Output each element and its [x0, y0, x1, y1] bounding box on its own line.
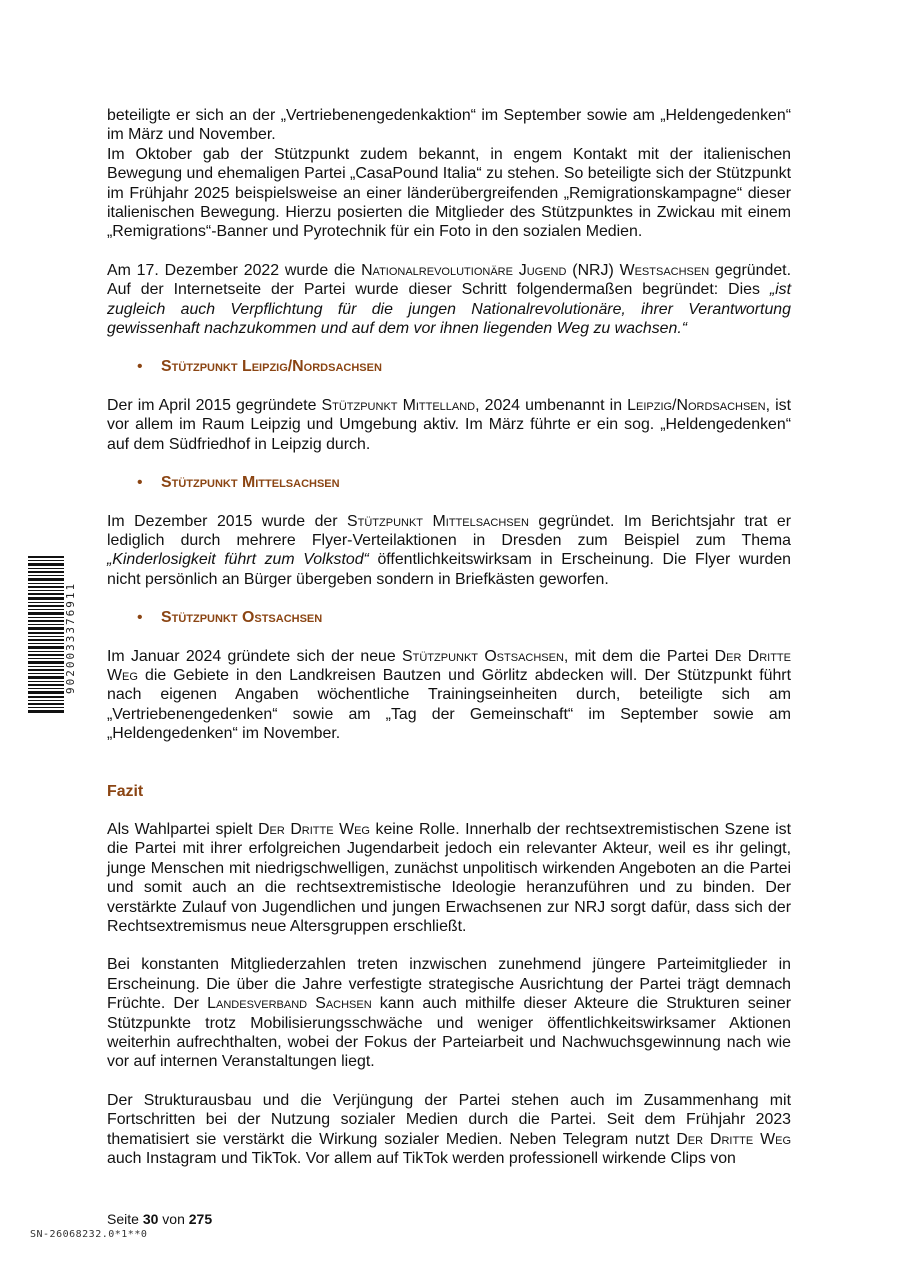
page-total: 275: [188, 1211, 213, 1227]
bullet-icon: •: [137, 358, 143, 376]
section-heading-text: Stützpunkt Leipzig/Nordsachsen: [161, 358, 382, 376]
paragraph: [107, 820, 791, 936]
page-label: von: [158, 1211, 189, 1227]
text: Im Dezember 2015 wurde der: [107, 512, 348, 530]
paragraph: [107, 647, 791, 744]
paragraph: [107, 396, 791, 454]
text: , 2024 umbenannt in: [475, 396, 628, 414]
fazit-heading: Fazit: [107, 782, 144, 800]
paragraph: [107, 261, 791, 339]
paragraph-text: Im Oktober gab der Stützpunkt zudem bekannt, in engem Kontakt mit der italienischen Bewegung und ehemaligen Partei „CasaPound Italia“ zu stehen. So beteiligte sich der Stützpunkt im Frühjahr 2025 beispielsweise an einer länderübergreifenden „Remigrationskampagne“ dieser italienischen Bewegung. Hierzu posierten die Mitglieder des Stützpunktes in Zwickau mit einem „Remigrations“-Banner und Pyrotechnik für ein Foto in den sozialen Medien.: [107, 145, 791, 241]
quote: „Kinderlosigkeit führt zum Volkstod“: [107, 551, 369, 569]
text: auch Instagram und TikTok. Vor allem auf TikTok werden professionell wirkende Clips von: [107, 1150, 736, 1168]
org-name: Westsachsen: [619, 261, 710, 279]
paragraph: [107, 106, 791, 242]
text: Bei konstanten Mitgliederzahlen treten inzwischen zunehmend jüngere Parteimitglieder in Erscheinung. Die über die Jahre verfestigte strategische Ausrichtung der Partei trägt demnach Früchte. Der: [107, 956, 791, 1013]
bullet-icon: •: [137, 609, 143, 627]
org-name: Landesverband Sachsen: [207, 995, 372, 1013]
text: gegründet. Auf der Internetseite der Partei wurde dieser Schritt folgendermaßen begründet: Dies: [107, 261, 791, 299]
text: , ist vor allem im Raum Leipzig und Umgebung aktiv. Im März führte er ein sog. „Heldengedenken“ auf dem Südfriedhof in Leipzig durch.: [107, 396, 791, 453]
section-heading-text: Stützpunkt Mittelsachsen: [161, 474, 340, 492]
paragraph: [107, 512, 791, 590]
section-heading-text: Stützpunkt Ostsachsen: [161, 609, 323, 627]
org-name: Leipzig/Nordsachsen: [627, 396, 766, 414]
text: Im Januar 2024 gründete sich der neue: [107, 647, 403, 665]
quote: „ist zugleich auch Verpflichtung für die jungen Nationalrevolutionäre, ihrer Verantwortung gewissenhaft nachzukommen und auf dem vor ihnen liegenden Weg zu wachsen.“: [107, 281, 791, 338]
paragraph: [107, 1091, 791, 1169]
org-name: Der Dritte Weg: [258, 820, 370, 838]
text: gegründet. Im Berichtsjahr trat er lediglich durch mehrere Flyer-Verteilaktionen in Dresden zum Beispiel zum Thema: [107, 512, 792, 549]
text: Der Strukturausbau und die Verjüngung der Partei stehen auch im Zusammenhang mit Fortschritten bei der Nutzung sozialer Medien durch die Partei. Seit dem Frühjahr 2023 thematisiert sie verstärkt die Wirkung sozialer Medien. Neben Telegram nutzt: [107, 1091, 791, 1148]
page-number: 30: [142, 1211, 159, 1227]
section-heading-mittelsachsen: [107, 473, 791, 492]
document-id: SN-26068232.0*1**0: [30, 1229, 148, 1240]
org-name: Der Dritte Weg: [107, 647, 791, 684]
barcode-number: 9020033376911: [64, 581, 77, 695]
page-footer: [107, 1211, 212, 1227]
org-name: Stützpunkt Ostsachsen: [402, 647, 564, 665]
text: öffentlichkeitswirksam in Erscheinung. Die Flyer wurden nicht persönlich an Bürger übergeben sondern in Briefkästen geworfen.: [107, 551, 791, 588]
text: Am 17. Dezember 2022 wurde die: [107, 261, 362, 279]
org-name: Der Dritte Weg: [676, 1130, 791, 1148]
text: keine Rolle. Innerhalb der rechtsextremistischen Szene ist die Partei mit ihrer erfolgreichen Jugendarbeit jedoch ein relevanter Akteur, weil es ihr gelingt, junge Menschen mit niedrigschwelligen, zunächst unpolitisch wirkenden Angeboten an die Partei und somit auch an die rechtsextremistische Ideologie heranzuführen und zu binden. Der verstärkte Zulauf von Jugendlichen und jungen Erwachsenen zur NRJ sorgt dafür, dass sich der Rechtsextremismus neue Altersgruppen erschließt.: [107, 820, 791, 935]
org-name: Nationalrevolutionäre Jugend: [361, 261, 567, 279]
bullet-icon: •: [137, 474, 143, 492]
text: , mit dem die Partei: [563, 647, 715, 665]
text: die Gebiete in den Landkreisen Bautzen und Görlitz abdecken will. Der Stützpunkt führt nach eigenen Angaben wöchentliche Trainingseinheiten durch, beteiligte sich am „Vertriebenengedenken“ sowie am „Tag der Gemeinschaft“ im September sowie am „Heldengedenken“ im November.: [107, 666, 791, 743]
paragraph-text: beteiligte er sich an der „Vertriebenengedenkaktion“ im September sowie am „Heldengedenken“ im März und November.: [107, 107, 791, 144]
text: Als Wahlpartei spielt: [107, 820, 259, 838]
page-label: Seite: [107, 1211, 143, 1227]
text: Der im April 2015 gegründete: [107, 396, 322, 414]
org-name: Stützpunkt Mittelsachsen: [347, 512, 529, 530]
section-heading-ostsachsen: [107, 608, 791, 627]
text: (NRJ): [566, 261, 620, 279]
section-heading-leipzig: [107, 357, 791, 376]
text: kann auch mithilfe dieser Akteure die Strukturen seiner Stützpunkte trotz Mobilisierungsschwäche und weniger öffentlichkeitswirksamer Aktionen weiterhin aufrechthalten, wobei der Fokus der Parteiarbeit und Nachwuchsgewinnung nach wie vor auf internen Veranstaltungen liegt.: [107, 995, 791, 1071]
paragraph: [107, 955, 791, 1071]
org-name: Stützpunkt Mittelland: [321, 396, 476, 414]
document-body: [107, 106, 791, 1168]
